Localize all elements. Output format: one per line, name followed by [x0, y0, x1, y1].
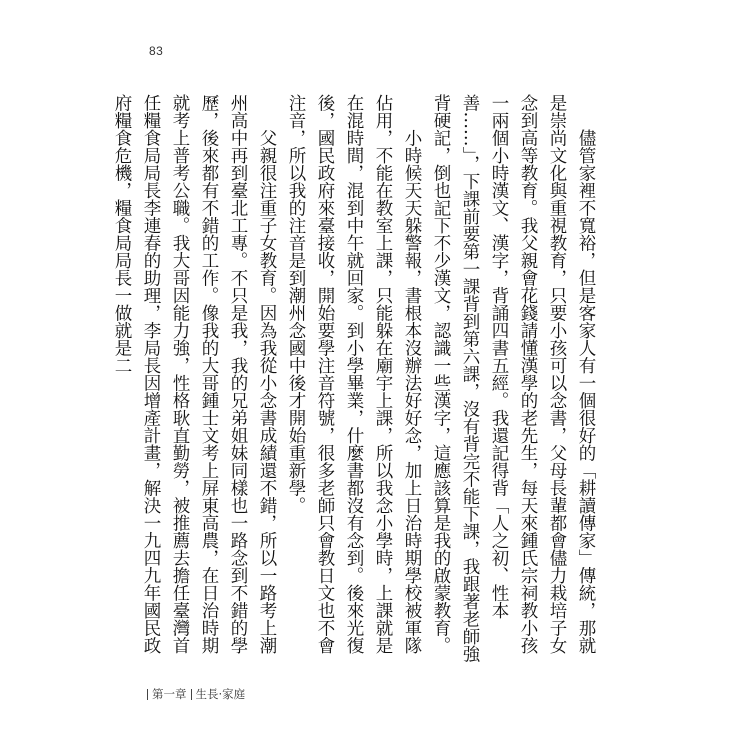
footer-divider — [191, 689, 192, 700]
footer-divider — [147, 689, 148, 700]
paragraph-3: 父親很注重子女教育。因為我從小念書成績還不錯，所以一路考上潮州高中再到臺北工專。不只是我，我的兄弟姐妹同樣也一路念到不錯的學歷，後來都有不錯的工作。像我的大哥鍾士文考上屏東高農，在日治時期就考上普考公職。我大哥因能力強，性格耿直勤勞，被推薦去擔任臺灣首任糧食局局長李連春的助理，李局長因增產計畫，解決一九四九年國民政府糧食危機，糧食局局長一做就是二 — [112, 94, 277, 654]
paragraph-2: 小時候天天躲警報，書根本沒辦法好好念，加上日治時期學校被軍隊佔用，不能在教室上課，只能躲在廟宇上課，所以我念小學時，上課就是在混時間，混到中午就回家。到小學畢業，什麼書都沒有念到。後來光復後，國民政府來臺接收，開始要學注音符號，很多老師只會教日文也不會注音，所以我的注音是到潮州念國中後才開始重新學。 — [286, 94, 422, 654]
body-text — [112, 94, 600, 669]
footer-chapter: 第一章 — [152, 687, 187, 701]
page-number: 83 — [149, 44, 164, 58]
paragraph-1: 儘管家裡不寬裕，但是客家人有一個很好的「耕讀傳家」傳統，那就是崇尚文化與重視教育，只要小孩可以念書，父母長輩都會儘力栽培子女念到高等教育。我父親會花錢請懂漢學的老先生，每天來鍾氏宗祠教小孩一兩個小時漢文、漢字，背誦四書五經。我還記得背「人之初、性本善……」，下課前要第一課背到第六課，沒有背完不能下課，我跟著老師強背硬記，倒也記下不少漢文，認識一些漢字，這應該算是我的啟蒙教育。 — [431, 94, 596, 663]
footer-title: 生長‧家庭 — [195, 687, 246, 701]
running-footer — [147, 686, 245, 702]
